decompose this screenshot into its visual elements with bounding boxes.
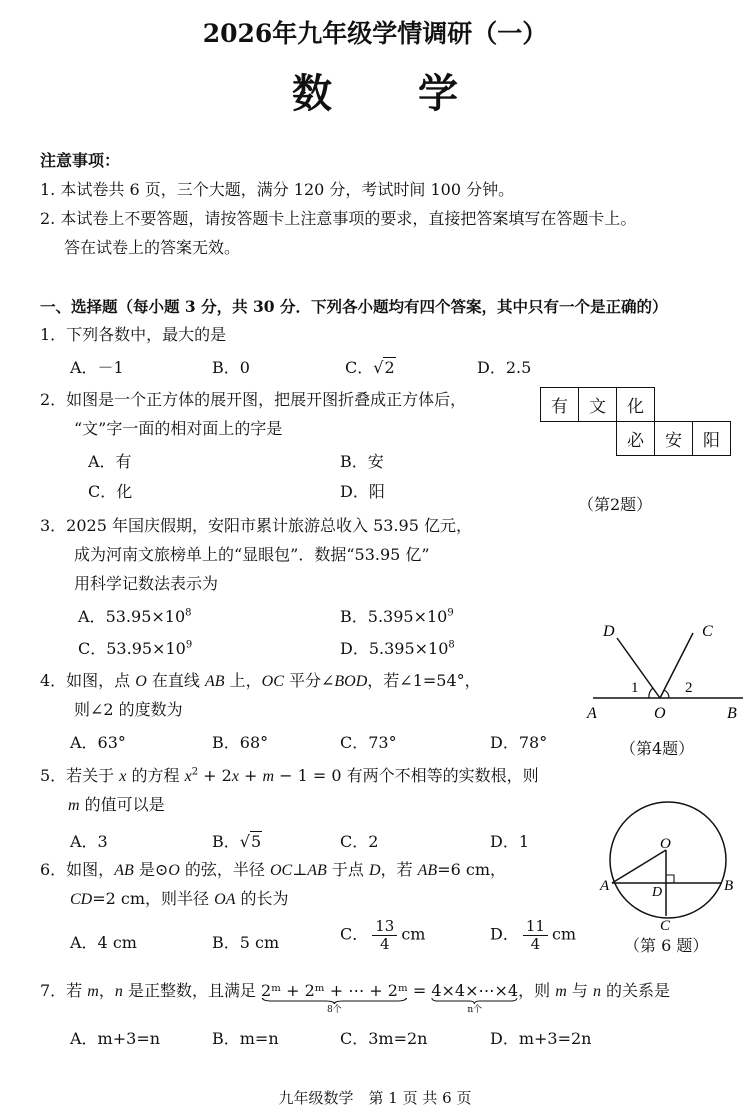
q4-caption: （第4题） — [620, 739, 695, 758]
label-o: O — [654, 705, 666, 722]
section-heading: 一、选择题（每小题 3 分，共 30 分．下列各小题均有四个答案，其中只有一个是正确的） — [40, 297, 668, 316]
net-cell: 有 — [541, 388, 579, 422]
q6-option-d: D． $\frac{11}{4}$ cm — [490, 917, 577, 953]
q7-option-b: B．m=n — [212, 1029, 279, 1048]
q5-option-d: D．1 — [490, 832, 530, 851]
q7-option-d: D．m+3=2n — [490, 1029, 592, 1048]
angle-2-arc — [664, 690, 669, 698]
q1-option-d: D．2.5 — [477, 358, 532, 377]
label-d: D — [603, 623, 615, 640]
q6-stem-2: CD=2 cm，则半径 OA 的长为 — [70, 889, 289, 908]
ray-od — [617, 638, 660, 698]
q5-option-c: C．2 — [340, 832, 379, 851]
subject-title: 数 学 — [292, 70, 494, 117]
fraction: $\frac{13}{4}$ — [372, 918, 397, 952]
q2-stem-1: 2．如图是一个正方体的展开图，把展开图折叠成正方体后， — [40, 390, 467, 409]
rhs-braced: 4×4×⋯×4 n个 — [431, 981, 519, 1015]
circle-o — [610, 802, 726, 918]
q4-angle-figure — [585, 618, 750, 726]
q4-option-c: C．73° — [340, 733, 397, 752]
q2-stem-2: “文”字一面的相对面上的字是 — [74, 419, 283, 438]
page-footer: 九年级数学 第 1 页 共 6 页 — [278, 1089, 472, 1107]
notice-item-2-cont: 答在试卷上的答案无效。 — [64, 238, 241, 257]
label-b: B — [724, 878, 734, 894]
label-d: D — [652, 885, 663, 900]
q3-option-c: C．$53.95\times 10^9$ — [78, 639, 193, 658]
fraction: $\frac{11}{4}$ — [523, 918, 548, 952]
q5-stem-2: m 的值可以是 — [68, 795, 165, 814]
q2-option-a: A．有 — [88, 452, 132, 471]
q5-stem-1: 5．若关于 x 的方程 $x^2 + 2x + m - 1 = 0$ 有两个不相等的实数根，则 — [40, 766, 539, 785]
net-cell: 必 — [617, 422, 655, 456]
q5-option-a: A．3 — [70, 832, 108, 851]
right-angle-mark — [666, 875, 674, 883]
q3-stem-1: 3．2025 年国庆假期，安阳市累计旅游总收入 53.95 亿元， — [40, 516, 472, 535]
q7-stem: 7．若 m，n 是正整数，且满足 2ᵐ + 2ᵐ + ⋯ + 2ᵐ 8个 = 4×4×⋯×4 n个 ，则 m 与 n 的关系是 — [40, 981, 671, 1015]
net-cell: 化 — [617, 388, 655, 422]
q7-option-c: C．3m=2n — [340, 1029, 428, 1048]
q1-option-a: A．－1 — [70, 358, 124, 377]
q6-stem-1: 6．如图，AB 是⊙O 的弦，半径 OC⊥AB 于点 D，若 AB=6 cm， — [40, 860, 507, 879]
q4-stem-1: 4．如图，点 O 在直线 AB 上，OC 平分∠BOD，若∠1=54°， — [40, 671, 481, 690]
q5-option-b: B．√5 — [212, 832, 262, 851]
cube-net-figure — [540, 387, 731, 456]
exam-title: 2026年九年级学情调研（一） — [202, 19, 548, 48]
q2-option-b: B．安 — [340, 452, 384, 471]
sqrt-symbol: √5 — [239, 832, 262, 851]
q6-circle-figure — [598, 798, 743, 938]
q6-option-a: A．4 cm — [70, 933, 137, 952]
q3-option-d: D．$5.395\times 10^8$ — [340, 639, 455, 658]
q4-option-a: A．63° — [70, 733, 126, 752]
q1-option-c: C．√2 — [345, 358, 395, 377]
q3-option-b: B．$5.395\times 10^9$ — [340, 607, 454, 626]
q2-caption: （第2题） — [578, 495, 653, 514]
q6-option-c: C． $\frac{13}{4}$ cm — [340, 917, 426, 953]
label-a: A — [587, 705, 597, 722]
q3-stem-2: 成为河南文旅榜单上的“显眼包”．数据“53.95 亿” — [74, 545, 430, 564]
angle-1-arc — [649, 688, 653, 698]
notice-item-2: 2. 本试卷上不要答题，请按答题卡上注意事项的要求，直接把答案填写在答题卡上。 — [40, 209, 637, 228]
notice-heading: 注意事项： — [40, 151, 121, 170]
lhs-braced: 2ᵐ + 2ᵐ + ⋯ + 2ᵐ 8个 — [261, 981, 408, 1015]
net-cell: 文 — [579, 388, 617, 422]
q7-option-a: A．m+3=n — [70, 1029, 161, 1048]
q2-option-d: D．阳 — [340, 482, 385, 501]
q3-option-a: A．$53.95\times 10^8$ — [78, 607, 192, 626]
q6-caption: （第 6 题） — [624, 936, 709, 955]
label-c: C — [660, 918, 671, 934]
net-cell: 安 — [655, 422, 693, 456]
label-b: B — [727, 705, 737, 722]
label-o: O — [660, 836, 671, 852]
q1-stem: 1．下列各数中，最大的是 — [40, 325, 227, 344]
q4-option-b: B．68° — [212, 733, 269, 752]
sqrt-symbol: √2 — [373, 358, 395, 377]
q1-option-b: B．0 — [212, 358, 250, 377]
q3-stem-3: 用科学记数法表示为 — [74, 574, 219, 593]
notice-item-1: 1. 本试卷共 6 页，三个大题，满分 120 分，考试时间 100 分钟。 — [40, 180, 515, 199]
q4-stem-2: 则∠2 的度数为 — [74, 700, 183, 719]
q4-option-d: D．78° — [490, 733, 548, 752]
label-a: A — [600, 878, 610, 894]
label-c: C — [702, 623, 713, 640]
label-1: 1 — [631, 680, 639, 696]
net-cell: 阳 — [693, 422, 731, 456]
radius-oa — [612, 850, 666, 883]
q6-option-b: B．5 cm — [212, 933, 280, 952]
q2-option-c: C．化 — [88, 482, 133, 501]
label-2: 2 — [685, 680, 693, 696]
